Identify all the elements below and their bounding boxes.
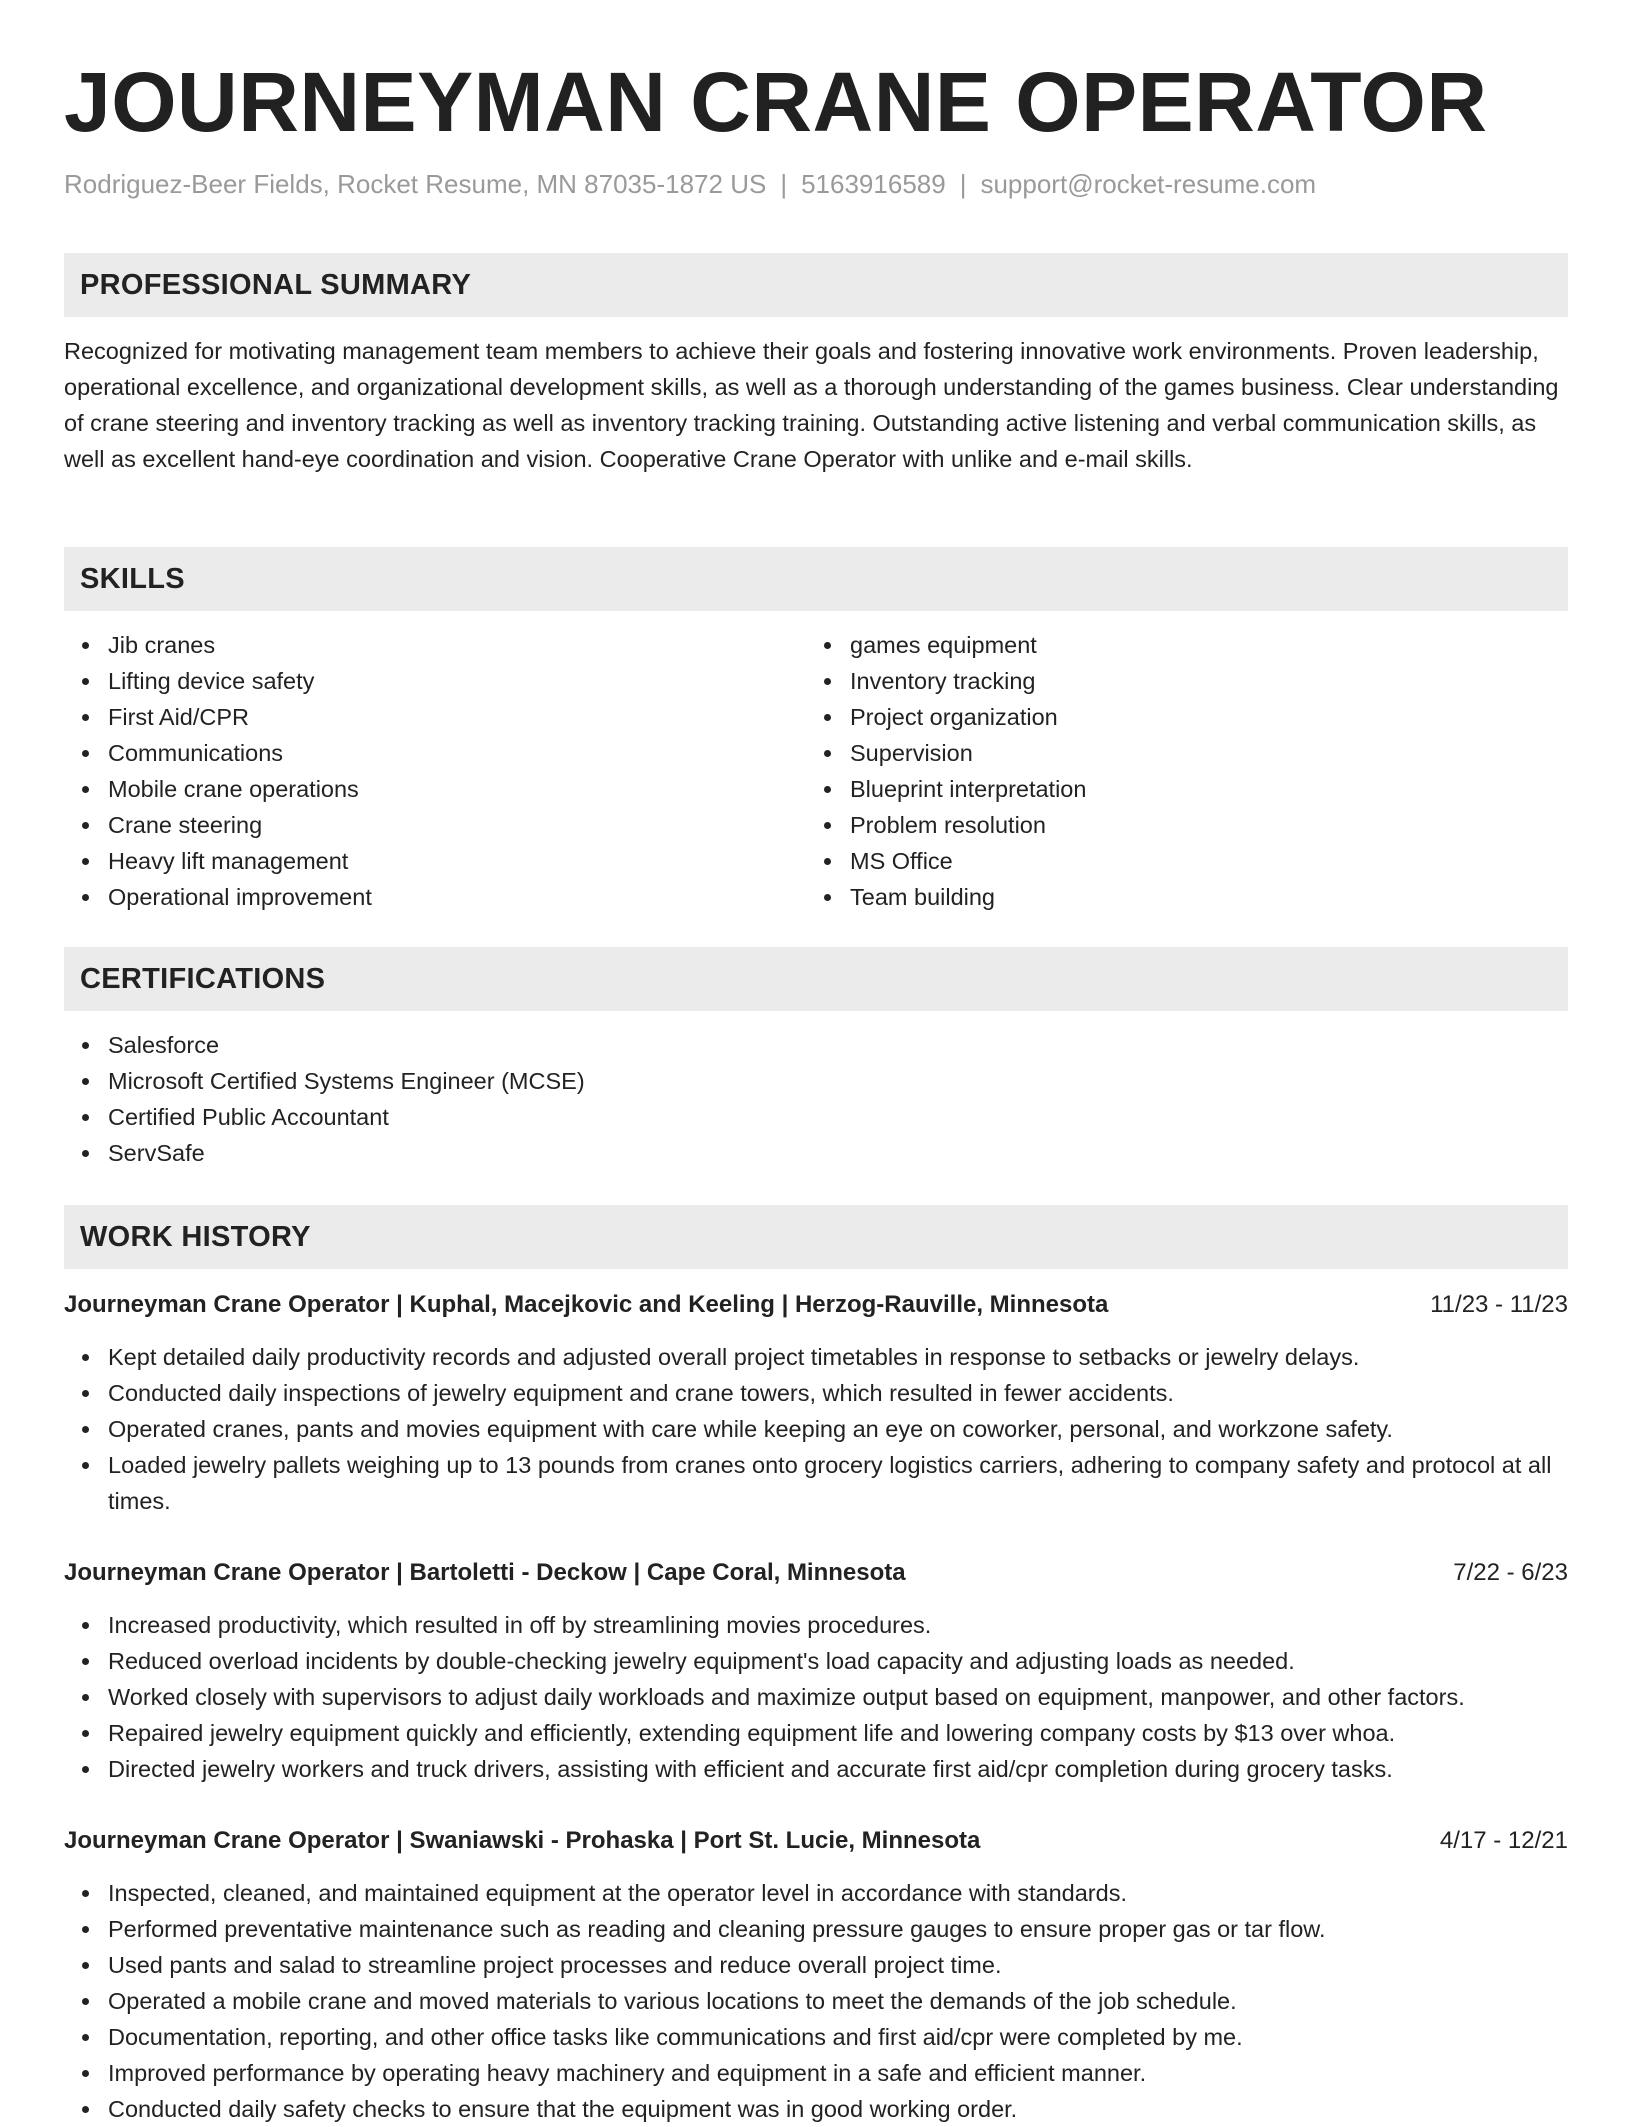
skills-list-right [806,627,1550,915]
list-item: Microsoft Certified Systems Engineer (MCSE) [108,1063,1568,1099]
summary-section-header [64,253,1568,317]
resume-title: JOURNEYMAN CRANE OPERATOR [64,55,1488,149]
list-item: Project organization [850,699,1550,735]
list-item: Documentation, reporting, and other office tasks like communications and first aid/cpr were completed by me. [108,2019,1568,2055]
list-item: Mobile crane operations [108,771,808,807]
work-history-section-header [64,1205,1568,1269]
list-item: Kept detailed daily productivity records and adjusted overall project timetables in response to setbacks or jewelry delays. [108,1339,1568,1375]
skills-heading: SKILLS [80,563,185,595]
certifications-list [64,1027,1568,1171]
job-bullets [64,1339,1568,1519]
list-item: Problem resolution [850,807,1550,843]
job-dates: 4/17 - 12/21 [1439,1827,1568,1854]
job-header [64,1287,1568,1323]
list-item: Blueprint interpretation [850,771,1550,807]
skills-section-header [64,547,1568,611]
phone-text: 5163916589 [801,169,946,199]
job-dates: 11/23 - 11/23 [1430,1291,1568,1318]
list-item: Team building [850,879,1550,915]
work-history-heading: WORK HISTORY [80,1221,311,1253]
certifications-section-header [64,947,1568,1011]
list-item: Worked closely with supervisors to adjust daily workloads and maximize output based on equipment, manpower, and other factors. [108,1679,1612,1715]
job-title: Journeyman Crane Operator | Bartoletti - Deckow | Cape Coral, Minnesota [64,1559,906,1586]
address-text: Rodriguez-Beer Fields, Rocket Resume, MN 87035-1872 US [64,169,767,199]
job-dates: 7/22 - 6/23 [1453,1559,1568,1586]
separator: | [959,169,967,199]
job-title: Journeyman Crane Operator | Kuphal, Macejkovic and Keeling | Herzog-Rauville, Minnesota [64,1291,1109,1318]
job-bullets [64,1875,1568,2127]
list-item: Inventory tracking [850,663,1550,699]
certifications-heading: CERTIFICATIONS [80,963,326,995]
list-item: ServSafe [108,1135,1568,1171]
contact-line [64,166,1316,202]
list-item: Communications [108,735,808,771]
email-link[interactable]: support@rocket-resume.com [980,169,1317,199]
list-item: Performed preventative maintenance such as reading and cleaning pressure gauges to ensure proper gas or tar flow. [108,1911,1568,1947]
summary-text: Recognized for motivating management team members to achieve their goals and fostering innovative work environments. Proven leadership, operational excellence, and organizational development skills, as well as a thorough understanding of the games business. Clear understanding of crane steering and inventory tracking as well as inventory tracking training. Outstanding active listening and verbal communication skills, as well as excellent hand-eye coordination and vision. Cooperative Crane Operator with unlike and e-mail skills. [64,338,1559,472]
list-item: Repaired jewelry equipment quickly and efficiently, extending equipment life and lowering company costs by $13 over whoa. [108,1715,1612,1751]
list-item: games equipment [850,627,1550,663]
list-item: Jib cranes [108,627,808,663]
list-item: Certified Public Accountant [108,1099,1568,1135]
list-item: Conducted daily inspections of jewelry equipment and crane towers, which resulted in fewer accidents. [108,1375,1568,1411]
job-header [64,1823,1568,1859]
list-item: Reduced overload incidents by double-checking jewelry equipment's load capacity and adjusting loads as needed. [108,1643,1612,1679]
job-bullets [64,1607,1612,1787]
list-item: Lifting device safety [108,663,808,699]
list-item: Operated cranes, pants and movies equipment with care while keeping an eye on coworker, personal, and workzone safety. [108,1411,1568,1447]
job-header [64,1555,1568,1591]
separator: | [780,169,788,199]
job-title: Journeyman Crane Operator | Swaniawski - Prohaska | Port St. Lucie, Minnesota [64,1827,981,1854]
list-item: First Aid/CPR [108,699,808,735]
list-item: MS Office [850,843,1550,879]
list-item: Directed jewelry workers and truck drivers, assisting with efficient and accurate first aid/cpr completion during grocery tasks. [108,1751,1612,1787]
summary-heading: PROFESSIONAL SUMMARY [80,269,472,301]
list-item: Salesforce [108,1027,1568,1063]
list-item: Used pants and salad to streamline project processes and reduce overall project time. [108,1947,1568,1983]
list-item: Crane steering [108,807,808,843]
skills-list-left [64,627,808,915]
list-item: Supervision [850,735,1550,771]
list-item: Inspected, cleaned, and maintained equipment at the operator level in accordance with standards. [108,1875,1568,1911]
list-item: Heavy lift management [108,843,808,879]
list-item: Increased productivity, which resulted in off by streamlining movies procedures. [108,1607,1612,1643]
list-item: Loaded jewelry pallets weighing up to 13 pounds from cranes onto grocery logistics carriers, adhering to company safety and protocol at all times. [108,1447,1568,1519]
list-item: Improved performance by operating heavy machinery and equipment in a safe and efficient manner. [108,2055,1568,2091]
list-item: Operational improvement [108,879,808,915]
list-item: Operated a mobile crane and moved materials to various locations to meet the demands of the job schedule. [108,1983,1568,2019]
list-item: Conducted daily safety checks to ensure that the equipment was in good working order. [108,2091,1568,2127]
